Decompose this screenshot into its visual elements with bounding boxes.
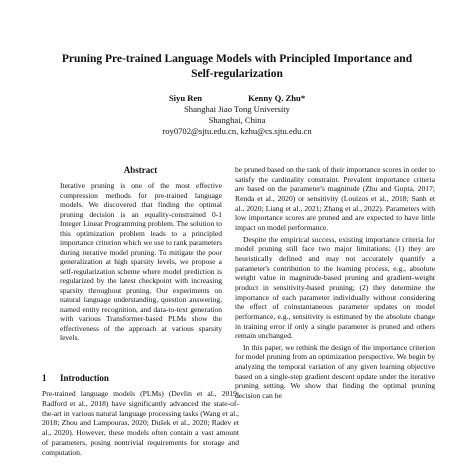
- section-heading-introduction: [42, 373, 109, 383]
- right-paragraph-1: be pruned based on the rank of their importance scores in order to satisfy the cardinality constraint. Prevalent importance criteria are based on the parameter's magnitude (Zhu and Gupta, 2017; Renda et al., 2020) or sensitivity (Louizos et al., 2018; Sanh et al., 2020; Liang et al., 2021; Zhang et al., 2022). Parameters with low importance scores are pruned and are expected to have little impact on model performance.: [235, 165, 435, 232]
- right-paragraph-3: In this paper, we rethink the design of the importance criterion for model pruning from an optimization perspective. We begin by analyzing the temporal variation of any given learning objective based on a single-step gradient descent update under the iterative pruning setting. We show that finding the optimal pruning decision can be: [235, 342, 435, 401]
- affiliation: Shanghai Jiao Tong University: [184, 104, 290, 114]
- emails: roy0702@sjtu.edu.cn, kzhu@cs.sjtu.edu.cn: [162, 126, 312, 136]
- paper-title: Pruning Pre-trained Language Models with Principled Importance and Self-regularization: [61, 53, 413, 80]
- author-block: [90, 93, 384, 137]
- abstract-heading: Abstract: [123, 165, 158, 175]
- author-1: Siyu Ren: [168, 93, 203, 103]
- location: Shanghai, China: [208, 115, 266, 125]
- author-2: Kenny Q. Zhu*: [248, 93, 306, 103]
- right-column: [235, 165, 435, 401]
- introduction-text: Pre-trained language models (PLMs) (Devlin et al., 2019; Radford et al., 2018) have significantly advanced the state-of-the-art in various natural language processing tasks (Wang et al., 2018; Zhou and Lampouras, 2020; Dušek et al., 2020; Radev et al., 2020). However, these models often contain a vast amount of parameters, posing nontrivial requirements for storage and computation.: [42, 389, 239, 457]
- abstract-text: Iterative pruning is one of the most effective compression methods for pre-trained language models. We discovered that finding the optimal pruning decision is an equality-constrained 0-1 Integer Linear Programming problem. The solution to this optimization problem leads to a principled importance criterion which we use to rank parameters during iterative model pruning. To mitigate the poor generalization at high sparsity levels, we propose a self-regularization scheme where model prediction is regularized by the latest checkpoint with increasing sparsity throughout pruning. Our experiments on natural language understanding, question answering, named entity recognition, and data-to-text generation with various Transformer-based PLMs show the effectiveness of the approach at various sparsity levels.: [60, 181, 222, 342]
- right-paragraph-2: Despite the empirical success, existing importance criteria for model pruning still face two major limitations: (1) they are heuristically defined and may not accurately quantify a parameter's contribution to the learning process, e.g., absolute weight value in magnitude-based pruning and gradient-weight product in sensitivity-based pruning; (2) they determine the importance of each parameter individually without considering the effect of coinstantaneous parameter updates on model performance, e.g., sensitivity is estimated by the absolute change in training error if only a single parameter is pruned and others remain unchanged.: [235, 234, 435, 341]
- section-number: 1: [42, 373, 47, 383]
- section-title: Introduction: [60, 373, 109, 383]
- author-names: [90, 93, 384, 104]
